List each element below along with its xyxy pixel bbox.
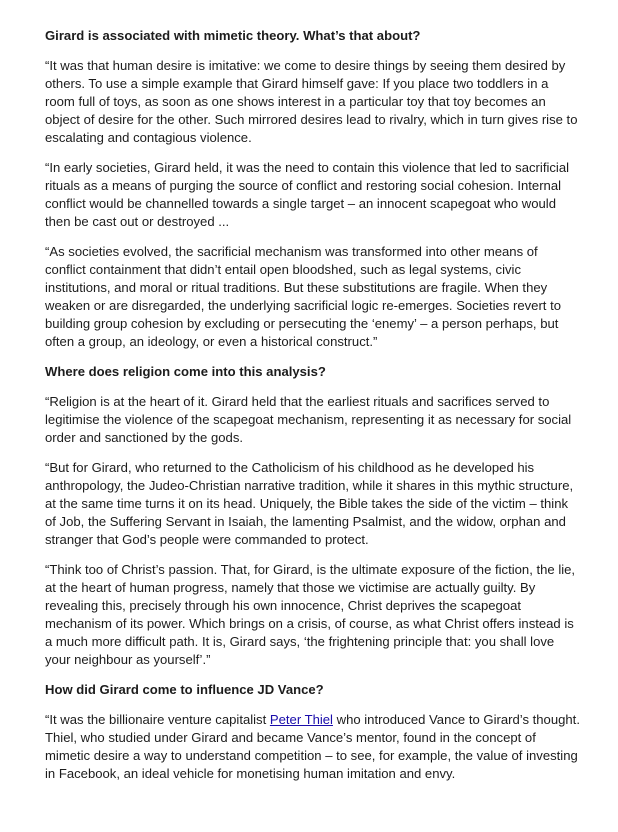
paragraph-text: who introduced Vance to Girard’s thought. Thiel, who studied under Girard and became Vance’s mentor, found in the concept of mimetic desire a way to understand competition – to see, for example, the value of investing in Facebook, an ideal vehicle for monetising human imitation and envy. <box>45 712 580 781</box>
section-heading-mimetic-theory: Girard is associated with mimetic theory. What’s that about? <box>45 28 421 43</box>
peter-thiel-link[interactable]: Peter Thiel <box>269 712 333 727</box>
section-heading-vance: How did Girard come to influence JD Vance? <box>45 682 324 697</box>
paragraph-text: “It was the billionaire venture capitalist <box>45 712 270 727</box>
paragraph: “It was that human desire is imitative: we come to desire things by seeing them desired by others. To use a simple example that Girard himself gave: If you place two toddlers in a room full of toys, as soon as one shows interest in a particular toy that toy becomes an object of desire for the other. Such mirrored desires lead to rivalry, which in turn gives rise to escalating and contagious violence. <box>45 58 578 145</box>
paragraph: “In early societies, Girard held, it was the need to contain this violence that led to sacrificial rituals as a means of purging the source of conflict and restoring social cohesion. Internal conflict would be channelled towards a single target – an innocent scapegoat who would then be cast out or destroyed ... <box>45 160 570 229</box>
article-body <box>45 27 580 795</box>
paragraph: “Think too of Christ’s passion. That, for Girard, is the ultimate exposure of the fiction, the lie, at the heart of human progress, namely that those we victimise are actually guilty. By revealing this, precisely through his own innocence, Christ deprives the scapegoat mechanism of its power. Which brings on a crisis, of course, as what Christ offers instead is a much more difficult path. It is, Girard says, ‘the frightening principle that: you shall love your neighbour as yourself’.” <box>45 562 576 667</box>
section-heading-religion: Where does religion come into this analysis? <box>45 364 326 379</box>
paragraph: “As societies evolved, the sacrificial mechanism was transformed into other means of conflict containment that didn’t entail open bloodshed, such as legal systems, civic institutions, and moral or ritual traditions. But these substitutions are fragile. When they weaken or are disregarded, the underlying sacrificial logic re-emerges. Societies revert to building group cohesion by excluding or persecuting the ‘enemy’ – a person perhaps, but often a group, an ideology, or even a historical construct.” <box>45 244 561 349</box>
paragraph: “But for Girard, who returned to the Catholicism of his childhood as he developed his anthropology, the Judeo-Christian narrative tradition, while it shares in this mythic structure, at the same time turns it on its head. Uniquely, the Bible takes the side of the victim – think of Job, the Suffering Servant in Isaiah, the lamenting Psalmist, and the widow, orphan and stranger that God’s people were commanded to protect. <box>45 460 574 547</box>
paragraph <box>45 711 580 783</box>
paragraph: “Religion is at the heart of it. Girard held that the earliest rituals and sacrifices served to legitimise the violence of the scapegoat mechanism, representing it as necessary for social order and sanctioned by the gods. <box>45 394 572 445</box>
